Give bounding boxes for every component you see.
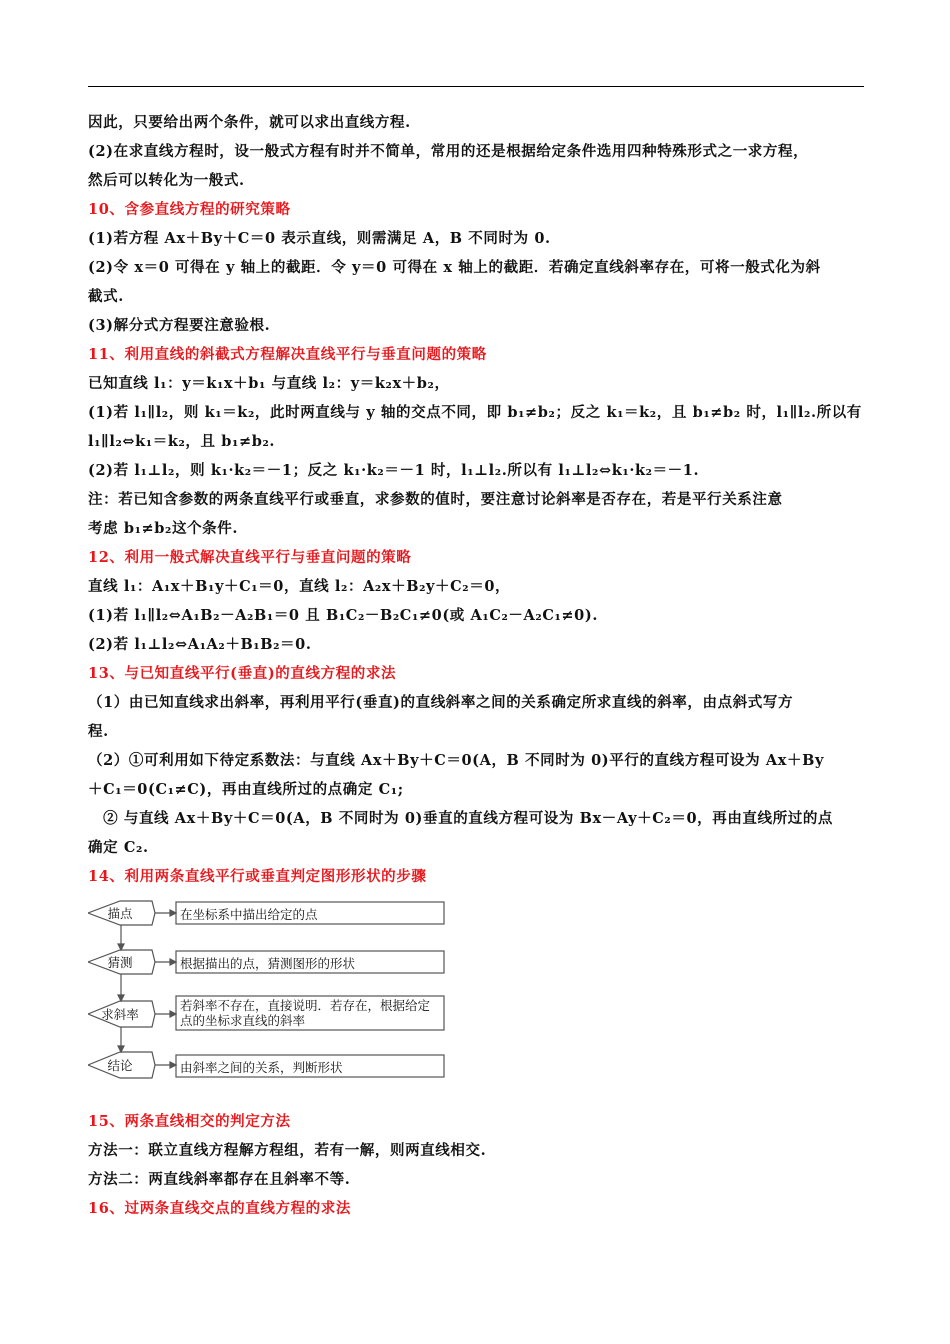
text-line: 然后可以转化为一般式. <box>88 172 245 189</box>
text-line: (1)若 l₁∥l₂⇔A₁B₂－A₂B₁＝0 且 B₁C₂－B₂C₁≠0(或 A₁C₂－A₂C₁≠0). <box>88 607 598 624</box>
text-line: （2）①可利用如下待定系数法：与直线 Ax＋By＋C＝0(A，B 不同时为 0)平行的直线方程可设为 Ax＋By <box>88 752 824 769</box>
section-heading: 16、过两条直线交点的直线方程的求法 <box>88 1200 351 1217</box>
text-line: (2)令 x＝0 可得在 y 轴上的截距．令 y＝0 可得在 x 轴上的截距．若确定直线斜率存在，可将一般式化为斜 <box>88 259 821 276</box>
section-heading: 11、利用直线的斜截式方程解决直线平行与垂直问题的策略 <box>88 346 487 363</box>
flow-step-desc: 若斜率不存在，直接说明．若存在，根据给定点的坐标求直线的斜率 <box>180 998 431 1028</box>
text-block-after <box>88 1107 864 1223</box>
section-heading: 14、利用两条直线平行或垂直判定图形形状的步骤 <box>88 868 427 885</box>
text-line: 考虑 b₁≠b₂这个条件. <box>88 520 239 537</box>
text-line: (2)若 l₁⊥l₂，则 k₁·k₂＝－1；反之 k₁·k₂＝－1 时，l₁⊥l₂.所以有 l₁⊥l₂⇔k₁·k₂＝－1. <box>88 462 700 479</box>
text-block-before <box>88 108 864 891</box>
text-line: ② 与直线 Ax＋By＋C＝0(A，B 不同时为 0)垂直的直线方程可设为 Bx－Ay＋C₂＝0，再由直线所过的点 <box>88 810 834 827</box>
flow-step-label: 描点 <box>107 906 133 921</box>
flow-step-desc: 根据描出的点，猜测图形的形状 <box>180 956 356 971</box>
text-line: 已知直线 l₁：y＝k₁x＋b₁ 与直线 l₂：y＝k₂x＋b₂， <box>88 375 450 392</box>
document-body <box>88 108 864 1223</box>
header-rule <box>88 86 864 87</box>
flow-step-label: 猜测 <box>107 955 133 970</box>
text-line: （1）由已知直线求出斜率，再利用平行(垂直)的直线斜率之间的关系确定所求直线的斜率，由点斜式写方 <box>88 694 794 711</box>
text-line: 方法二：两直线斜率都存在且斜率不等. <box>88 1171 351 1188</box>
flow-step-label: 结论 <box>107 1058 133 1073</box>
flow-step-label: 求斜率 <box>101 1007 139 1022</box>
text-line: 注：若已知含参数的两条直线平行或垂直，求参数的值时，要注意讨论斜率是否存在，若是平行关系注意 <box>88 491 783 508</box>
text-line: (2)在求直线方程时，设一般式方程有时并不简单，常用的还是根据给定条件选用四种特殊形式之一求方程， <box>88 143 809 160</box>
flow-step-desc: 由斜率之间的关系，判断形状 <box>180 1060 343 1075</box>
text-line: 方法一：联立直线方程解方程组，若有一解，则两直线相交. <box>88 1142 487 1159</box>
text-line: 确定 C₂. <box>88 839 149 856</box>
text-line: (2)若 l₁⊥l₂⇔A₁A₂＋B₁B₂＝0. <box>88 636 312 653</box>
text-line: (1)若方程 Ax＋By＋C＝0 表示直线，则需满足 A，B 不同时为 0. <box>88 230 551 247</box>
text-line: l₁∥l₂⇔k₁＝k₂，且 b₁≠b₂. <box>88 433 276 450</box>
flowchart <box>88 899 864 1095</box>
section-heading: 15、两条直线相交的判定方法 <box>88 1113 291 1130</box>
flow-step-desc: 在坐标系中描出给定的点 <box>180 907 318 922</box>
text-line: 因此，只要给出两个条件，就可以求出直线方程. <box>88 114 411 131</box>
section-heading: 10、含参直线方程的研究策略 <box>88 201 291 218</box>
text-line: 直线 l₁：A₁x＋B₁y＋C₁＝0，直线 l₂：A₂x＋B₂y＋C₂＝0， <box>88 578 511 595</box>
section-heading: 13、与已知直线平行(垂直)的直线方程的求法 <box>88 665 397 682</box>
text-line: 截式. <box>88 288 124 305</box>
text-line: ＋C₁＝0(C₁≠C)，再由直线所过的点确定 C₁; <box>88 781 404 798</box>
text-line: (3)解分式方程要注意验根. <box>88 317 271 334</box>
text-line: 程. <box>88 723 109 740</box>
section-heading: 12、利用一般式解决直线平行与垂直问题的策略 <box>88 549 412 566</box>
text-line: (1)若 l₁∥l₂，则 k₁＝k₂，此时两直线与 y 轴的交点不同，即 b₁≠b₂；反之 k₁＝k₂，且 b₁≠b₂ 时，l₁∥l₂.所以有 <box>88 404 862 421</box>
